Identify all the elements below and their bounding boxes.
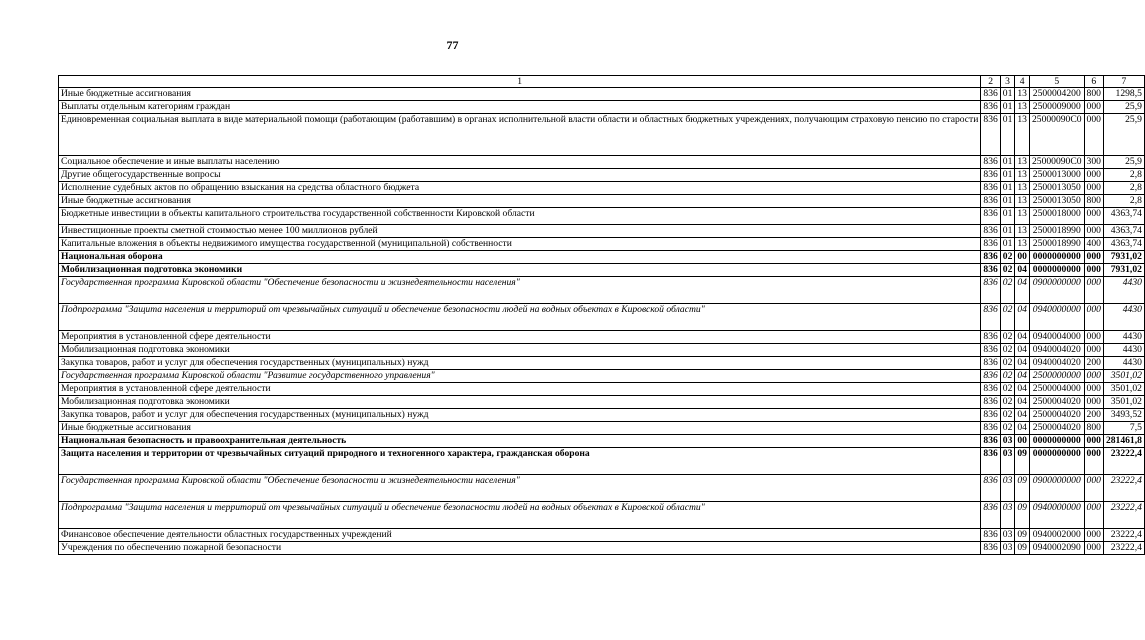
header-col-7: 7 <box>1103 76 1144 88</box>
row-amount: 281461,8 <box>1103 435 1144 448</box>
row-expense-type: 000 <box>1084 304 1103 331</box>
row-name: Другие общегосударственные вопросы <box>59 169 981 182</box>
row-target-article: 0000000000 <box>1029 251 1084 264</box>
table-row <box>59 264 1145 277</box>
row-name: Государственная программа Кировской области "Развитие государственного управления" <box>59 370 981 383</box>
row-amount: 3501,02 <box>1103 396 1144 409</box>
row-subsection: 09 <box>1015 502 1030 529</box>
row-section: 03 <box>1000 448 1015 475</box>
row-target-article: 0940002000 <box>1029 529 1084 542</box>
row-expense-type: 000 <box>1084 114 1103 156</box>
row-subsection: 13 <box>1015 208 1030 225</box>
table-row <box>59 304 1145 331</box>
row-ministry-code: 836 <box>981 156 1000 169</box>
row-amount: 4430 <box>1103 344 1144 357</box>
table-row <box>59 396 1145 409</box>
row-section: 02 <box>1000 277 1015 304</box>
row-section: 01 <box>1000 182 1015 195</box>
table-row <box>59 238 1145 251</box>
row-section: 01 <box>1000 225 1015 238</box>
row-name: Финансовое обеспечение деятельности областных государственных учреждений <box>59 529 981 542</box>
row-subsection: 04 <box>1015 370 1030 383</box>
header-col-1: 1 <box>59 76 981 88</box>
table-row <box>59 182 1145 195</box>
table-row <box>59 422 1145 435</box>
row-subsection: 13 <box>1015 101 1030 114</box>
row-target-article: 2500013050 <box>1029 195 1084 208</box>
row-section: 03 <box>1000 542 1015 555</box>
row-ministry-code: 836 <box>981 396 1000 409</box>
row-amount: 23222,4 <box>1103 448 1144 475</box>
row-section: 01 <box>1000 169 1015 182</box>
row-target-article: 2500000000 <box>1029 370 1084 383</box>
row-target-article: 25000090C0 <box>1029 114 1084 156</box>
row-expense-type: 000 <box>1084 169 1103 182</box>
row-name: Защита населения и территории от чрезвычайных ситуаций природного и техногенного характера, гражданская оборона <box>59 448 981 475</box>
row-subsection: 04 <box>1015 264 1030 277</box>
row-ministry-code: 836 <box>981 331 1000 344</box>
row-amount: 23222,4 <box>1103 475 1144 502</box>
row-name: Закупка товаров, работ и услуг для обеспечения государственных (муниципальных) нужд <box>59 357 981 370</box>
table-row <box>59 225 1145 238</box>
header-col-2: 2 <box>981 76 1000 88</box>
table-row <box>59 370 1145 383</box>
row-expense-type: 800 <box>1084 422 1103 435</box>
row-ministry-code: 836 <box>981 304 1000 331</box>
row-subsection: 13 <box>1015 195 1030 208</box>
row-subsection: 00 <box>1015 435 1030 448</box>
row-subsection: 04 <box>1015 277 1030 304</box>
row-name: Единовременная социальная выплата в виде материальной помощи (работающим (работавшим) в органах исполнительной власти области и областных бюджетных учреждениях, получающим страховую пенсию по старости <box>59 114 981 156</box>
row-target-article: 2500018990 <box>1029 238 1084 251</box>
row-ministry-code: 836 <box>981 475 1000 502</box>
row-subsection: 04 <box>1015 422 1030 435</box>
row-subsection: 13 <box>1015 169 1030 182</box>
row-target-article: 0000000000 <box>1029 435 1084 448</box>
row-name: Иные бюджетные ассигнования <box>59 195 981 208</box>
row-amount: 3501,02 <box>1103 370 1144 383</box>
row-ministry-code: 836 <box>981 435 1000 448</box>
row-expense-type: 800 <box>1084 195 1103 208</box>
row-name: Бюджетные инвестиции в объекты капитального строительства государственной собственности Кировской области <box>59 208 981 225</box>
row-ministry-code: 836 <box>981 101 1000 114</box>
row-subsection: 09 <box>1015 448 1030 475</box>
table-row <box>59 475 1145 502</box>
row-amount: 23222,4 <box>1103 502 1144 529</box>
row-expense-type: 000 <box>1084 542 1103 555</box>
row-subsection: 13 <box>1015 225 1030 238</box>
header-col-5: 5 <box>1029 76 1084 88</box>
table-row <box>59 542 1145 555</box>
header-col-4: 4 <box>1015 76 1030 88</box>
row-amount: 4363,74 <box>1103 238 1144 251</box>
row-amount: 25,9 <box>1103 156 1144 169</box>
row-section: 02 <box>1000 304 1015 331</box>
row-section: 02 <box>1000 264 1015 277</box>
row-section: 03 <box>1000 475 1015 502</box>
row-name: Мероприятия в установленной сфере деятельности <box>59 383 981 396</box>
row-name: Мобилизационная подготовка экономики <box>59 396 981 409</box>
table-row <box>59 357 1145 370</box>
row-amount: 25,9 <box>1103 101 1144 114</box>
row-section: 01 <box>1000 238 1015 251</box>
row-section: 02 <box>1000 383 1015 396</box>
row-target-article: 0940002090 <box>1029 542 1084 555</box>
row-amount: 25,9 <box>1103 114 1144 156</box>
row-name: Подпрограмма "Защита населения и территорий от чрезвычайных ситуаций и обеспечение безопасности людей на водных объектах в Кировской области" <box>59 304 981 331</box>
row-target-article: 0940004000 <box>1029 331 1084 344</box>
row-amount: 2,8 <box>1103 182 1144 195</box>
row-expense-type: 000 <box>1084 277 1103 304</box>
table-row <box>59 88 1145 101</box>
row-ministry-code: 836 <box>981 225 1000 238</box>
row-ministry-code: 836 <box>981 370 1000 383</box>
row-target-article: 0940004020 <box>1029 357 1084 370</box>
row-subsection: 04 <box>1015 304 1030 331</box>
header-row <box>59 76 1145 88</box>
row-target-article: 0940004020 <box>1029 344 1084 357</box>
row-expense-type: 000 <box>1084 370 1103 383</box>
row-subsection: 13 <box>1015 182 1030 195</box>
table-row <box>59 195 1145 208</box>
row-expense-type: 000 <box>1084 225 1103 238</box>
row-amount: 4430 <box>1103 357 1144 370</box>
row-ministry-code: 836 <box>981 409 1000 422</box>
row-name: Мобилизационная подготовка экономики <box>59 344 981 357</box>
row-ministry-code: 836 <box>981 448 1000 475</box>
row-target-article: 0900000000 <box>1029 277 1084 304</box>
row-target-article: 2500013050 <box>1029 182 1084 195</box>
row-section: 02 <box>1000 409 1015 422</box>
row-ministry-code: 836 <box>981 277 1000 304</box>
budget-table <box>58 75 1145 555</box>
row-amount: 4430 <box>1103 331 1144 344</box>
table-row <box>59 383 1145 396</box>
row-name: Иные бюджетные ассигнования <box>59 422 981 435</box>
row-subsection: 13 <box>1015 88 1030 101</box>
table-row <box>59 331 1145 344</box>
row-expense-type: 000 <box>1084 435 1103 448</box>
row-subsection: 13 <box>1015 114 1030 156</box>
row-expense-type: 200 <box>1084 357 1103 370</box>
row-ministry-code: 836 <box>981 344 1000 357</box>
row-name: Подпрограмма "Защита населения и территорий от чрезвычайных ситуаций и обеспечение безопасности людей на водных объектах в Кировской области" <box>59 502 981 529</box>
row-amount: 23222,4 <box>1103 529 1144 542</box>
row-amount: 7931,02 <box>1103 264 1144 277</box>
row-name: Выплаты отдельным категориям граждан <box>59 101 981 114</box>
row-target-article: 2500004020 <box>1029 422 1084 435</box>
row-section: 02 <box>1000 422 1015 435</box>
header-col-6: 6 <box>1084 76 1103 88</box>
row-expense-type: 000 <box>1084 383 1103 396</box>
row-name: Закупка товаров, работ и услуг для обеспечения государственных (муниципальных) нужд <box>59 409 981 422</box>
row-target-article: 0940000000 <box>1029 502 1084 529</box>
row-name: Национальная оборона <box>59 251 981 264</box>
row-amount: 4363,74 <box>1103 225 1144 238</box>
row-target-article: 2500004200 <box>1029 88 1084 101</box>
row-name: Мобилизационная подготовка экономики <box>59 264 981 277</box>
row-subsection: 13 <box>1015 238 1030 251</box>
row-target-article: 2500009000 <box>1029 101 1084 114</box>
row-expense-type: 000 <box>1084 396 1103 409</box>
row-target-article: 2500018990 <box>1029 225 1084 238</box>
row-amount: 23222,4 <box>1103 542 1144 555</box>
table-row <box>59 101 1145 114</box>
table-row <box>59 277 1145 304</box>
row-target-article: 0900000000 <box>1029 475 1084 502</box>
table-row <box>59 409 1145 422</box>
row-subsection: 09 <box>1015 542 1030 555</box>
row-target-article: 2500004000 <box>1029 383 1084 396</box>
row-amount: 3501,02 <box>1103 383 1144 396</box>
row-amount: 2,8 <box>1103 195 1144 208</box>
row-amount: 7931,02 <box>1103 251 1144 264</box>
row-expense-type: 000 <box>1084 502 1103 529</box>
row-ministry-code: 836 <box>981 195 1000 208</box>
table-row <box>59 448 1145 475</box>
row-expense-type: 000 <box>1084 264 1103 277</box>
table-row <box>59 344 1145 357</box>
row-target-article: 2500013000 <box>1029 169 1084 182</box>
table-row <box>59 435 1145 448</box>
row-ministry-code: 836 <box>981 502 1000 529</box>
row-target-article: 2500004020 <box>1029 409 1084 422</box>
table-row <box>59 208 1145 225</box>
row-section: 01 <box>1000 88 1015 101</box>
row-expense-type: 000 <box>1084 101 1103 114</box>
row-expense-type: 200 <box>1084 409 1103 422</box>
row-expense-type: 300 <box>1084 156 1103 169</box>
row-ministry-code: 836 <box>981 88 1000 101</box>
row-target-article: 2500018000 <box>1029 208 1084 225</box>
row-name: Инвестиционные проекты сметной стоимостью менее 100 миллионов рублей <box>59 225 981 238</box>
table-row <box>59 114 1145 156</box>
row-subsection: 04 <box>1015 357 1030 370</box>
row-ministry-code: 836 <box>981 542 1000 555</box>
row-subsection: 00 <box>1015 251 1030 264</box>
row-ministry-code: 836 <box>981 383 1000 396</box>
row-target-article: 0000000000 <box>1029 448 1084 475</box>
row-name: Капитальные вложения в объекты недвижимого имущества государственной (муниципальной) собственности <box>59 238 981 251</box>
row-name: Социальное обеспечение и иные выплаты населению <box>59 156 981 169</box>
table-row <box>59 156 1145 169</box>
row-expense-type: 000 <box>1084 251 1103 264</box>
row-section: 02 <box>1000 370 1015 383</box>
row-section: 02 <box>1000 331 1015 344</box>
row-section: 01 <box>1000 156 1015 169</box>
row-section: 02 <box>1000 251 1015 264</box>
row-name: Государственная программа Кировской области "Обеспечение безопасности и жизнедеятельности населения" <box>59 277 981 304</box>
row-expense-type: 000 <box>1084 529 1103 542</box>
row-section: 03 <box>1000 435 1015 448</box>
row-target-article: 0000000000 <box>1029 264 1084 277</box>
page-number: 77 <box>446 38 459 52</box>
row-subsection: 04 <box>1015 331 1030 344</box>
row-name: Мероприятия в установленной сфере деятельности <box>59 331 981 344</box>
row-ministry-code: 836 <box>981 357 1000 370</box>
row-section: 01 <box>1000 195 1015 208</box>
row-amount: 4363,74 <box>1103 208 1144 225</box>
row-expense-type: 000 <box>1084 344 1103 357</box>
row-ministry-code: 836 <box>981 264 1000 277</box>
row-expense-type: 400 <box>1084 238 1103 251</box>
row-name: Иные бюджетные ассигнования <box>59 88 981 101</box>
table-row <box>59 251 1145 264</box>
row-ministry-code: 836 <box>981 422 1000 435</box>
row-target-article: 2500004020 <box>1029 396 1084 409</box>
row-ministry-code: 836 <box>981 251 1000 264</box>
row-expense-type: 000 <box>1084 448 1103 475</box>
row-amount: 7,5 <box>1103 422 1144 435</box>
row-amount: 4430 <box>1103 304 1144 331</box>
row-section: 02 <box>1000 344 1015 357</box>
row-name: Национальная безопасность и правоохранительная деятельность <box>59 435 981 448</box>
row-expense-type: 000 <box>1084 208 1103 225</box>
row-expense-type: 000 <box>1084 331 1103 344</box>
row-name: Учреждения по обеспечению пожарной безопасности <box>59 542 981 555</box>
row-ministry-code: 836 <box>981 529 1000 542</box>
row-amount: 3493,52 <box>1103 409 1144 422</box>
row-ministry-code: 836 <box>981 208 1000 225</box>
row-subsection: 04 <box>1015 396 1030 409</box>
table-row <box>59 169 1145 182</box>
row-section: 01 <box>1000 101 1015 114</box>
table-row <box>59 529 1145 542</box>
table-row <box>59 502 1145 529</box>
row-section: 01 <box>1000 208 1015 225</box>
row-name: Государственная программа Кировской области "Обеспечение безопасности и жизнедеятельности населения" <box>59 475 981 502</box>
row-subsection: 09 <box>1015 475 1030 502</box>
row-ministry-code: 836 <box>981 169 1000 182</box>
row-section: 03 <box>1000 502 1015 529</box>
row-target-article: 0940000000 <box>1029 304 1084 331</box>
row-ministry-code: 836 <box>981 114 1000 156</box>
row-subsection: 13 <box>1015 156 1030 169</box>
row-amount: 4430 <box>1103 277 1144 304</box>
row-expense-type: 000 <box>1084 475 1103 502</box>
row-section: 02 <box>1000 357 1015 370</box>
row-name: Исполнение судебных актов по обращению взыскания на средства областного бюджета <box>59 182 981 195</box>
row-amount: 2,8 <box>1103 169 1144 182</box>
row-section: 01 <box>1000 114 1015 156</box>
row-ministry-code: 836 <box>981 182 1000 195</box>
row-subsection: 04 <box>1015 383 1030 396</box>
row-subsection: 04 <box>1015 344 1030 357</box>
row-amount: 1298,5 <box>1103 88 1144 101</box>
row-expense-type: 800 <box>1084 88 1103 101</box>
row-section: 02 <box>1000 396 1015 409</box>
row-target-article: 25000090C0 <box>1029 156 1084 169</box>
row-expense-type: 000 <box>1084 182 1103 195</box>
row-subsection: 04 <box>1015 409 1030 422</box>
header-col-3: 3 <box>1000 76 1015 88</box>
row-section: 03 <box>1000 529 1015 542</box>
row-subsection: 09 <box>1015 529 1030 542</box>
row-ministry-code: 836 <box>981 238 1000 251</box>
